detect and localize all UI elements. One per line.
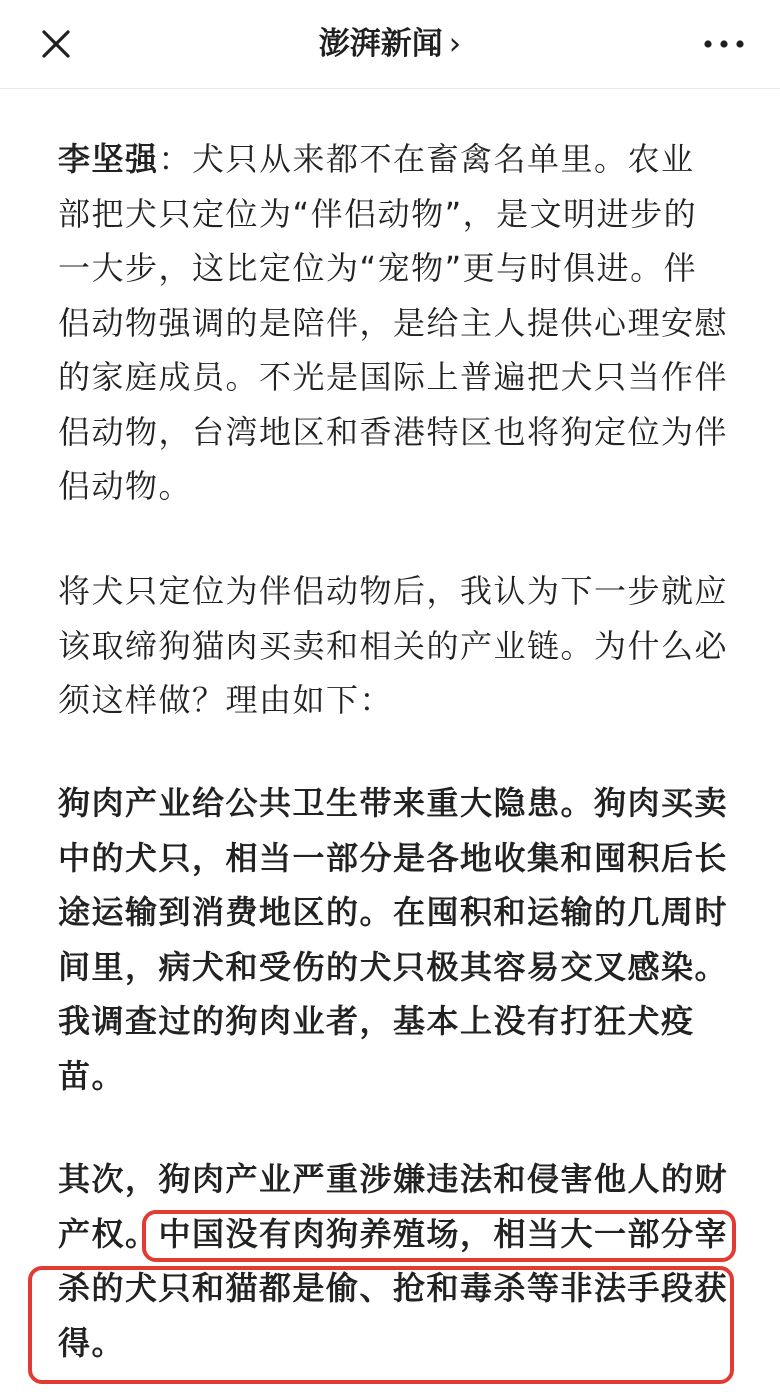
paragraph-1-text: ：犬只从来都不在畜禽名单里。农业部把犬只定位为“伴侣动物”，是文明进步的一大步，这比定位为“宠物”更与时俱进。伴侣动物强调的是陪伴，是给主人提供心理安慰的家庭成员。不光是国际上普遍把犬只当作伴侣动物，台湾地区和香港特区也将狗定位为伴侣动物。 — [58, 140, 729, 505]
highlight-box-2 — [28, 1266, 734, 1384]
more-options-button[interactable] — [698, 28, 750, 60]
speaker-name: 李坚强 — [58, 140, 159, 178]
paragraph-1 — [58, 132, 728, 514]
paragraph-2: 将犬只定位为伴侣动物后，我认为下一步就应该取缔狗猫肉买卖和相关的产业链。为什么必须这样做？理由如下： — [58, 572, 729, 719]
highlight-box-1 — [142, 1210, 736, 1262]
paragraph-3: 狗肉产业给公共卫生带来重大隐患。狗肉买卖中的犬只，相当一部分是各地收集和囤积后长途运输到消费地区的。在囤积和运输的几周时间里，病犬和受伤的犬只极其容易交叉感染。我调查过的狗肉业者，基本上没有打狂犬疫苗。 — [58, 784, 729, 1095]
paragraph-4: 其次，狗肉产业严重涉嫌违法和侵害他人的财产权。中国没有肉狗养殖场，相当大一部分宰杀的犬只和猫都是偷、抢和毒杀等非法手段获得。 — [58, 1160, 729, 1362]
top-navigation-bar — [0, 0, 780, 89]
chevron-right-icon: › — [448, 26, 462, 62]
page-title: 澎湃新闻 — [318, 26, 443, 62]
account-title-link[interactable] — [0, 22, 780, 66]
more-icon — [698, 28, 750, 60]
